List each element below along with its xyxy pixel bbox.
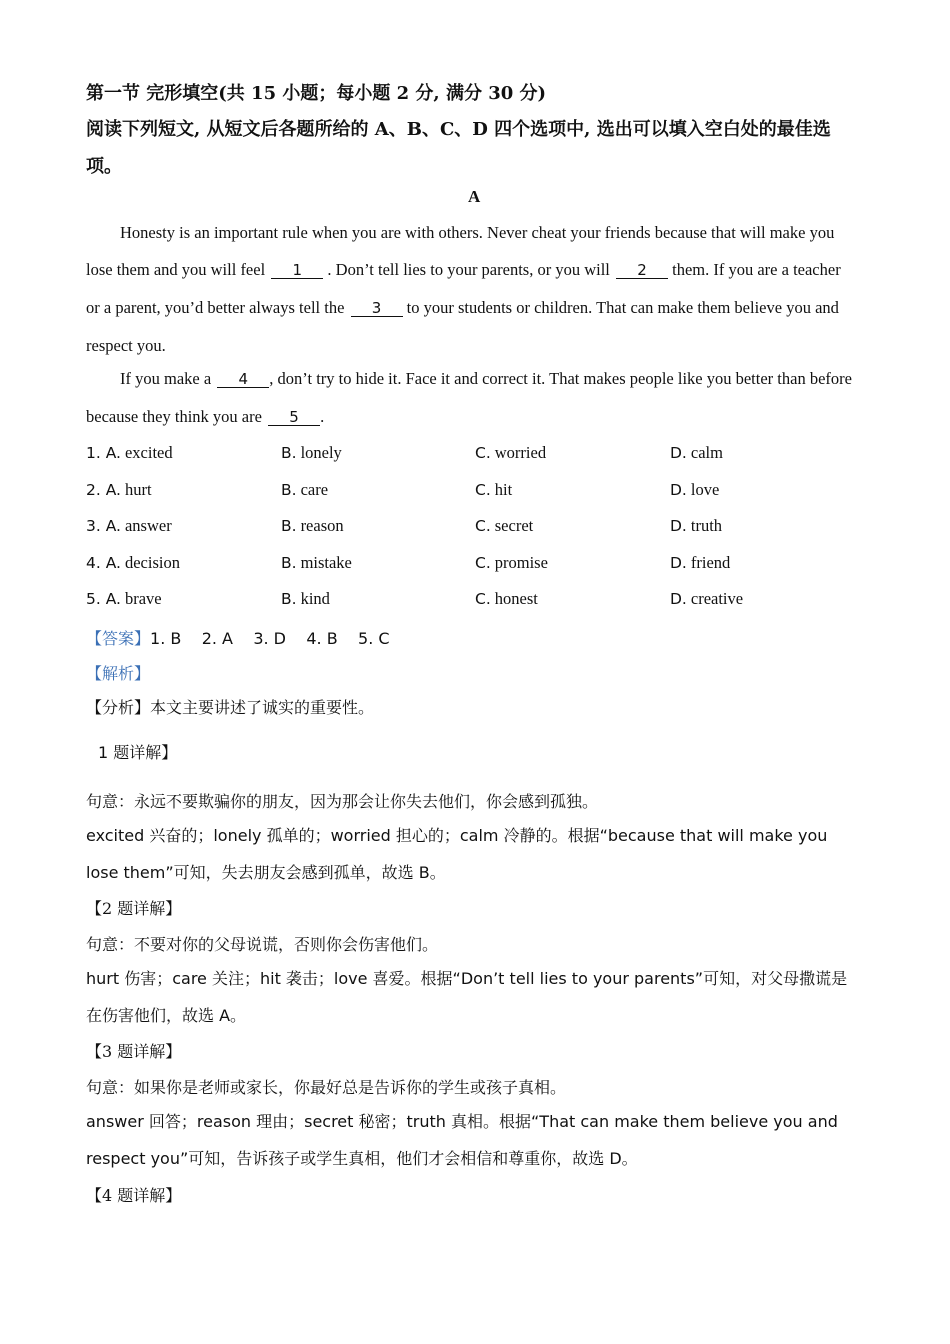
question-row: [86, 480, 152, 500]
option-c-cell: [475, 480, 512, 500]
option-c-cell: [475, 443, 546, 463]
option-d-cell: [670, 516, 722, 536]
passage-p2-line2: [86, 407, 324, 427]
question-number: 2. A.: [86, 481, 121, 499]
answer-values: 1. B 2. A 3. D 4. B 5. C: [150, 629, 390, 648]
question-row: [86, 443, 173, 463]
option-label: C.: [475, 554, 491, 572]
question-row: [86, 553, 180, 573]
option-d-cell: [670, 553, 730, 573]
option-c-cell: [475, 553, 548, 573]
answer-line: [86, 626, 390, 649]
option-c: secret: [494, 516, 534, 535]
option-b-cell: [281, 553, 352, 573]
option-label: D.: [670, 444, 687, 462]
option-b: mistake: [300, 553, 352, 572]
q2-explanation-line1: hurt 伤害；care 关注；hit 袭击；love 喜爱。根据“Don’t tell lies to your parents”可知，对父母撒谎是: [86, 969, 848, 988]
option-b-cell: [281, 589, 330, 609]
question-row: [86, 516, 172, 536]
q3-meaning: 句意：如果你是老师或家长，你最好总是告诉你的学生或孩子真相。: [86, 1078, 567, 1097]
text-segment: , don’t try to hide it. Face it and correct it. That makes people like you better than before: [269, 369, 852, 388]
q2-meaning: 句意：不要对你的父母说谎，否则你会伤害他们。: [86, 935, 439, 954]
question-number: 5. A.: [86, 590, 121, 608]
q2-explanation-line2: 在伤害他们，故选 A。: [86, 1006, 247, 1025]
passage-p1-line3: [86, 298, 839, 318]
option-b-cell: [281, 480, 328, 500]
option-b: lonely: [300, 443, 342, 462]
option-label: D.: [670, 481, 687, 499]
option-label: B.: [281, 444, 297, 462]
passage-p1-line1: Honesty is an important rule when you are with others. Never cheat your friends because that will make you: [120, 223, 835, 242]
option-a: excited: [124, 443, 173, 462]
q1-header: 1 题详解】: [98, 743, 178, 762]
passage-p1-line2: [86, 260, 841, 280]
option-b-cell: [281, 516, 344, 536]
instruction-line-2: 项。: [86, 156, 122, 177]
option-b-cell: [281, 443, 342, 463]
option-c-cell: [475, 516, 533, 536]
option-label: C.: [475, 517, 491, 535]
option-label: C.: [475, 590, 491, 608]
option-d-cell: [670, 443, 723, 463]
passage-p1-line4: respect you.: [86, 336, 166, 355]
blank-3: 3: [351, 300, 403, 317]
option-a: brave: [124, 589, 162, 608]
option-label: D.: [670, 554, 687, 572]
option-b: kind: [300, 589, 330, 608]
option-c: honest: [494, 589, 538, 608]
option-label: B.: [281, 590, 297, 608]
option-label: D.: [670, 517, 687, 535]
option-a: answer: [124, 516, 172, 535]
text-segment: or a parent, you’d better always tell the: [86, 298, 345, 317]
option-label: B.: [281, 481, 297, 499]
passage-heading: A: [468, 187, 481, 206]
section-title: 第一节 完形填空(共 15 小题；每小题 2 分, 满分 30 分): [86, 83, 547, 104]
option-label: B.: [281, 554, 297, 572]
blank-5: 5: [268, 409, 320, 426]
text-segment: because they think you are: [86, 407, 262, 426]
q3-explanation-line1: answer 回答；reason 理由；secret 秘密；truth 真相。根据“That can make them believe you and: [86, 1112, 838, 1131]
answer-tag: 【答案】: [86, 629, 151, 648]
question-number: 4. A.: [86, 554, 121, 572]
blank-1: 1: [271, 262, 323, 279]
instruction-line-1: 阅读下列短文, 从短文后各题所给的 A、B、C、D 四个选项中, 选出可以填入空白处的最佳选: [86, 119, 831, 140]
text-segment: them. If you are a teacher: [672, 260, 841, 279]
q4-header: 【4 题详解】: [86, 1186, 182, 1205]
analysis-summary: 【分析】本文主要讲述了诚实的重要性。: [86, 698, 375, 717]
question-number: 1. A.: [86, 444, 121, 462]
option-b: reason: [300, 516, 344, 535]
option-label: B.: [281, 517, 297, 535]
analysis-tag: 【解析】: [86, 664, 151, 683]
option-d: truth: [690, 516, 723, 535]
option-a: hurt: [124, 480, 152, 499]
text-segment: .: [320, 407, 325, 426]
option-label: C.: [475, 444, 491, 462]
option-d: love: [690, 480, 720, 499]
blank-4: 4: [217, 371, 269, 388]
q1-meaning: 句意：永远不要欺骗你的朋友，因为那会让你失去他们，你会感到孤独。: [86, 792, 599, 811]
option-d: creative: [690, 589, 744, 608]
option-c: hit: [494, 480, 513, 499]
option-d: calm: [690, 443, 723, 462]
blank-2: 2: [616, 262, 668, 279]
question-row: [86, 589, 162, 609]
option-d-cell: [670, 480, 719, 500]
option-c: worried: [494, 443, 547, 462]
option-c: promise: [494, 553, 548, 572]
text-segment: to your students or children. That can make them believe you and: [406, 298, 839, 317]
question-number: 3. A.: [86, 517, 121, 535]
option-d-cell: [670, 589, 743, 609]
option-a: decision: [124, 553, 180, 572]
text-segment: . Don’t tell lies to your parents, or you will: [327, 260, 610, 279]
option-d: friend: [690, 553, 731, 572]
text-segment: If you make a: [120, 369, 212, 388]
option-c-cell: [475, 589, 538, 609]
q2-header: 【2 题详解】: [86, 899, 182, 918]
option-label: C.: [475, 481, 491, 499]
q3-header: 【3 题详解】: [86, 1042, 182, 1061]
text-segment: lose them and you will feel: [86, 260, 266, 279]
passage-p2-line1: [120, 369, 852, 389]
q1-explanation-line1: excited 兴奋的；lonely 孤单的；worried 担心的；calm 冷静的。根据“because that will make you: [86, 826, 828, 845]
q3-explanation-line2: respect you”可知，告诉孩子或学生真相，他们才会相信和尊重你，故选 D。: [86, 1149, 638, 1168]
q1-explanation-line2: lose them”可知，失去朋友会感到孤单，故选 B。: [86, 863, 446, 882]
option-label: D.: [670, 590, 687, 608]
option-b: care: [300, 480, 329, 499]
